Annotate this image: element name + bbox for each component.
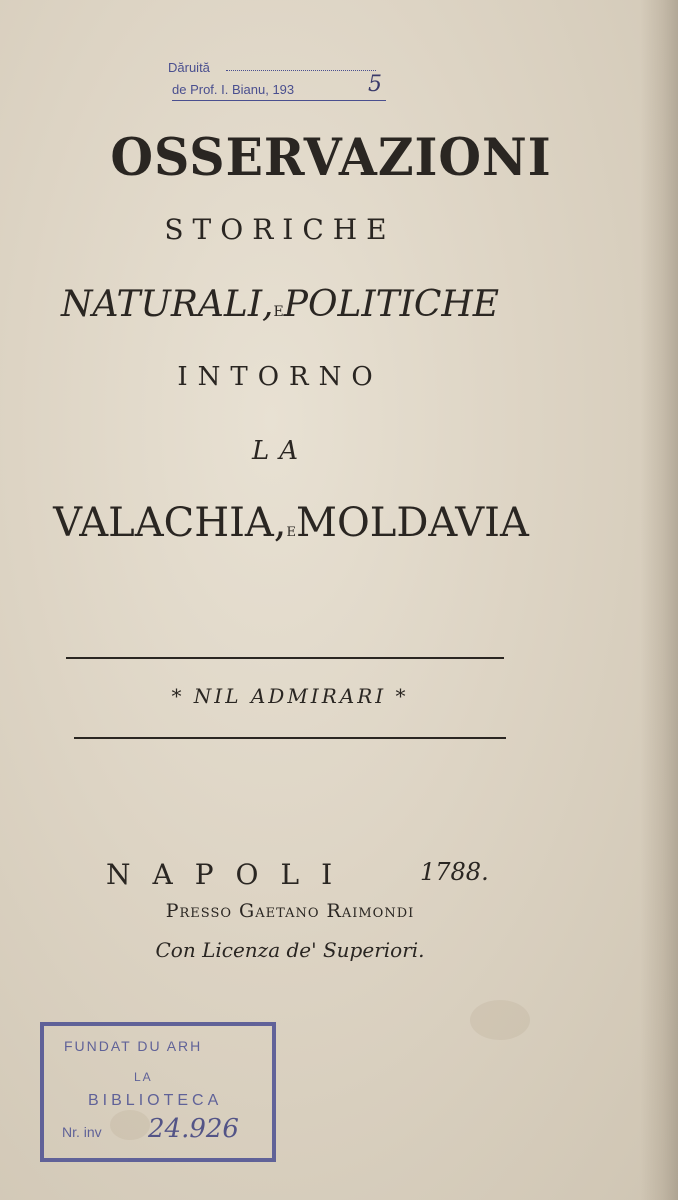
- library-stamp: [40, 1022, 276, 1162]
- rule-top: [66, 657, 504, 659]
- library-stamp-line1: FUNDAT DU ARH: [64, 1038, 203, 1054]
- title-politiche: POLITICHE: [283, 284, 500, 325]
- title-naturali: NATURALI,: [60, 284, 274, 325]
- title-line-la: LA: [251, 436, 309, 466]
- imprint-year: 1788.: [420, 858, 489, 886]
- library-stamp-line3: BIBLIOTECA: [88, 1092, 223, 1109]
- title-line-storiche: STORICHE: [164, 213, 396, 246]
- title-moldavia: MOLDAVIA: [296, 500, 529, 546]
- title-valachia: VALACHIA,: [53, 500, 287, 546]
- library-stamp-line4: Nr. inv: [62, 1124, 102, 1140]
- imprint-license: Con Licenza de' Superiori.: [155, 938, 425, 962]
- donation-stamp-handwritten-digit: 5: [368, 72, 382, 97]
- donation-stamp-line1: Dăruită: [168, 60, 210, 75]
- rule-bottom: [74, 737, 506, 739]
- title-conj-e: E: [273, 304, 284, 320]
- donation-stamp-dotted-line: [226, 70, 376, 71]
- title-line-naturali-politiche: [0, 284, 560, 325]
- motto: * NIL ADMIRARI *: [171, 684, 409, 708]
- imprint-place: NAPOLI: [106, 858, 355, 891]
- donation-stamp-underline: [172, 100, 386, 101]
- title-main: OSSERVAZIONI: [110, 128, 552, 188]
- library-stamp-line2: LA: [134, 1070, 153, 1084]
- paper-stain: [470, 1000, 530, 1040]
- library-stamp-handwritten-number: 24.926: [148, 1114, 239, 1144]
- title-conj-e2: E: [286, 525, 297, 540]
- title-line-intorno: INTORNO: [177, 362, 383, 392]
- donation-stamp-line2: de Prof. I. Bianu, 193: [172, 82, 295, 97]
- title-line-valachia-moldavia: [0, 500, 582, 546]
- donation-stamp: [168, 58, 398, 108]
- imprint-printer: Presso Gaetano Raimondi: [165, 900, 415, 922]
